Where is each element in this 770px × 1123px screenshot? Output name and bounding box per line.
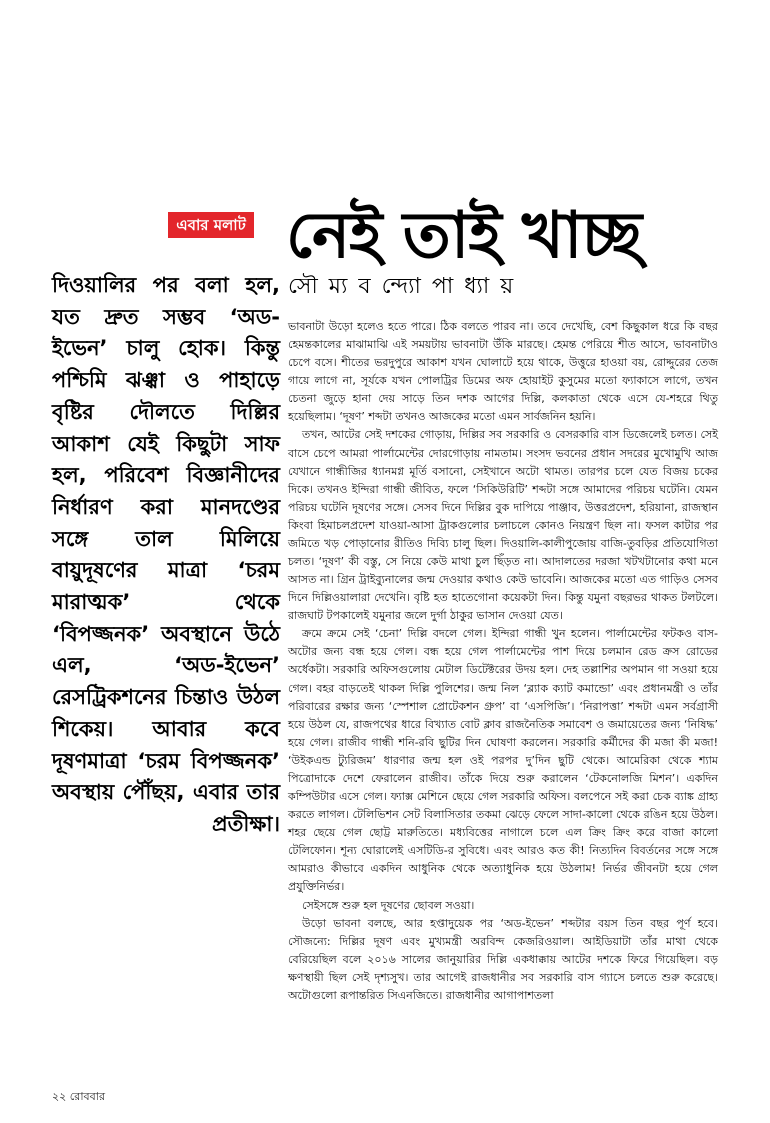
byline: সৌ ম্য ব ন্দ্যো পা ধ্যা য়	[288, 274, 516, 299]
headline: নেই তাই খাচ্ছ	[286, 199, 642, 273]
page-folio: ২২ রোববার	[52, 1090, 105, 1103]
body-paragraph: ভাবনাটা উড়ো হলেও হতে পারে। ঠিক বলতে পারব না। তবে দেখেছি, বেশ কিছুকাল ধরে কি বছর হেমন্তকালের মাঝামাঝি এই সময়টায় ভাবনাটা উঁকি মারছে। হেমন্ত পেরিয়ে শীত আসে, ভাবনাটাও চেপে বসে। শীতের ভরদুপুরে আকাশ যখন ঘোলাটে হয়ে থাকে, উত্তুরে হাওয়া বয়, রোদ্দুরের তেজ গায়ে লাগে না, সূর্যকে যখন পোলট্রির ডিমের অফ হোয়াইট কুসুমের মতো ফ্যাকাসে লাগে, তখন চেতনা জুড়ে হানা দেয় সাড়ে তিন দশক আগের দিল্লি, কলকাতা থেকে এসে যে-শহরে থিতু হয়েছিলাম। ‘দূষণ’ শব্দটা তখনও আজকের মতো এমন সার্বজনিন হয়নি।	[288, 320, 718, 424]
body-paragraph: ক্রমে ক্রমে সেই ‘চেনা’ দিল্লি বদলে গেল। ইন্দিরা গান্ধী খুন হলেন। পার্লামেন্টের ফটকও বাস-অটোর জন্য বন্ধ হয়ে গেল। বন্ধ হয়ে গেল পার্লামেন্টের পাশ দিয়ে চলমান রেড ক্রস রোডের অর্ধেকটা। সরকারি অফিসগুলোয় মেটাল ডিটেক্টরের উদয় হল। দেহ তল্লাশির অপমান গা সওয়া হয়ে গেল। বহর বাড়তেই থাকল দিল্লি পুলিশের। জন্ম নিল ‘ব্ল্যাক ক্যাট কমান্ডো’ এবং প্রধানমন্ত্রী ও তাঁর পরিবারের রক্ষার জন্য ‘স্পেশাল প্রোটেকশন গ্রুপ’ বা ‘এসপিজি’। ‘নিরাপত্তা’ শব্দটা এমন সর্বগ্রাসী হয়ে উঠল যে, রাজপথের ধারে বিখ্যাত বোট ক্লাব রাজনৈতিক সমাবেশ ও জমায়েতের জন্য ‘নিষিদ্ধ’ হয়ে গেল। রাজীব গান্ধী শনি-রবি ছুটির দিন ঘোষণা করলেন। সরকারি কর্মীদের কী মজা কী মজা! ‘উইকএন্ড ট্যুরিজম’ ধারণার জন্ম হল ওই পরপর দু’দিন ছুটি থেকে। আমেরিকা থেকে শ্যাম পিত্রোদাকে দেশে ফেরালেন রাজীব। তাঁকে দিয়ে শুরু করালেন ‘টেকনোলজি মিশন’। একদিন কম্পিউটার এসে গেল। ফ্যাক্স মেশিনে ছেয়ে গেল সরকারি অফিস। বলপেনে সই করা চেক ব্যাঙ্ক গ্রাহ্য করতে লাগল। টেলিভিশন সেট বিলাসিতার তকমা ঝেড়ে ফেলে সাদা-কালো থেকে রঙিন হয়ে উঠল। শহর ছেয়ে গেল ছোট্ট মারুতিতে। মধ্যবিত্তের নাগালে চলে এল ক্রিং ক্রিং করে বাজা কালো টেলিফোন। শূন্য ঘোরালেই এসটিডি-র সুবিধে। এবং আরও কত কী! নিত্যদিন বিবর্তনের সঙ্গে সঙ্গে আমরাও কীভাবে একদিন আধুনিক থেকে অত্যাধুনিক হয়ে উঠলাম! নির্ভর জীবনটা হয়ে গেল প্রযুক্তিনির্ভর।	[288, 627, 718, 894]
section-tag: এবার মলাট	[168, 212, 254, 238]
pull-quote	[52, 270, 280, 841]
body-paragraph: তখন, আটের সেই দশকের গোড়ায়, দিল্লির সব সরকারি ও বেসরকারি বাস ডিজেলেই চলত। সেই বাসে চেপে আমরা পার্লামেন্টের দোরগোড়ায় নামতাম। সংসদ ভবনের প্রধান সদরের মুখোমুখি আজ যেখানে গান্ধীজির ধ্যানমগ্ন মূর্তি বসানো, সেইখানে অটো থামত। তারপর চলে যেত বিজয় চকের দিকে। তখনও ইন্দিরা গান্ধী জীবিত, ফলে ‘সিকিউরিটি’ শব্দটা সঙ্গে আমাদের পরিচয় ঘটেনি। যেমন পরিচয় ঘটেনি দূষণের সঙ্গে। সেসব দিনে দিল্লির বুক দাপিয়ে পাঞ্জাব, উত্তরপ্রদেশ, হরিয়ানা, রাজস্থান কিংবা হিমাচলপ্রদেশ যাওয়া-আসা ট্রাকগুলোর চলাচলে কোনও নিয়ন্ত্রণ ছিল না। ফসল কাটার পর জমিতে খড় পোড়ানোর রীতিও দিব্যি চালু ছিল। দিওয়ালি-কালীপুজোয় বাজি-তুবড়ির প্রতিযোগিতা চলত। ‘দূষণ’ কী বস্তু, সে নিয়ে কেউ মাথা চুল ছিঁড়ত না। আদালতের দরজা খটখটানোর কথা মনে আসত না। গ্রিন ট্রাইব্যুনালের জন্ম দেওয়ার কথাও কেউ ভাবেনি। আজকের মতো এত গাড়িও সেসব দিনে দিল্লিওয়ালারা দেখেনি। বৃষ্টি হত হাতেগোনা কয়েকটা দিন। কিন্তু যমুনা বছরভর থাকত টলটলে। রাজঘাট টপকালেই যমুনার জলে দুর্গা ঠাকুর ভাসান দেওয়া যেত।	[288, 428, 718, 623]
article-body	[288, 318, 718, 1005]
body-paragraph: উড়ো ভাবনা বলছে, আর হপ্তাদুয়েক পর ‘অড-ইভেন’ শব্দটার বয়স তিন বছর পূর্ণ হবে। সৌজন্যে: দিল্লির দূষণ এবং মুখ্যমন্ত্রী অরবিন্দ কেজরিওয়াল। আইডিয়াটা তাঁর মাথা থেকে বেরিয়েছিল বলে ২০১৬ সালের জানুয়ারির দিল্লি একধাক্কায় আটের দশকে ফিরে গিয়েছিল। বড় ক্ষণস্থায়ী ছিল সেই দৃশ্যসুখ। তার আগেই রাজধানীর সব সরকারি বাস গ্যাসে চলতে শুরু করেছে। অটোগুলো রূপান্তরিত সিএনজিতে। রাজধানীর আগাপাশতলা	[288, 916, 718, 1002]
pull-quote-text: দিওয়ালির পর বলা হল, যত দ্রুত সম্ভব ‘অড-ইভেন’ চালু হোক। কিন্তু পশ্চিমি ঝঞ্ঝা ও পাহাড়ে বৃষ্টির দৌলতে দিল্লির আকাশ যেই কিছুটা সাফ হল, পরিবেশ বিজ্ঞানীদের নির্ধারণ করা মানদণ্ডের সঙ্গে তাল মিলিয়ে বায়ুদূষণের মাত্রা ‘চরম মারাত্মক’ থেকে ‘বিপজ্জনক’ অবস্থানে উঠে এল, ‘অড-ইভেন’ রেসট্রিকশনের চিন্তাও উঠল শিকেয়। আবার কবে দূষণমাত্রা ‘চরম বিপজ্জনক’ অবস্থায় পৌঁছয়, এবার তার প্রতীক্ষা।	[52, 273, 280, 836]
body-paragraph: সেইসঙ্গে শুরু হল দূষণের ছোবল সওয়া।	[302, 898, 475, 912]
